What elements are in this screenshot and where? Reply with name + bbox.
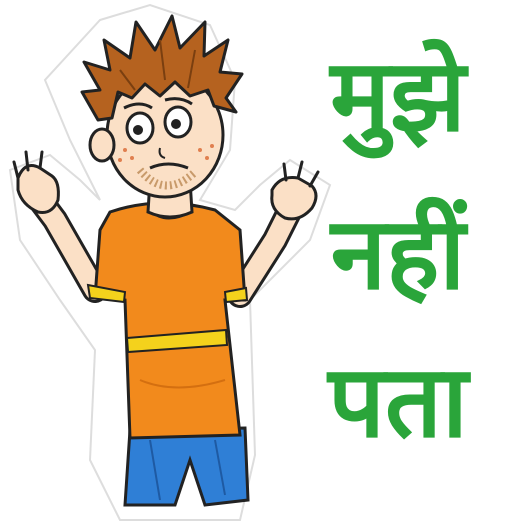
caption-line-3: पता [328, 343, 468, 460]
caption [292, 37, 504, 482]
caption-line-2: नहीं [330, 195, 466, 312]
caption-line-1: मुझे [330, 37, 466, 154]
